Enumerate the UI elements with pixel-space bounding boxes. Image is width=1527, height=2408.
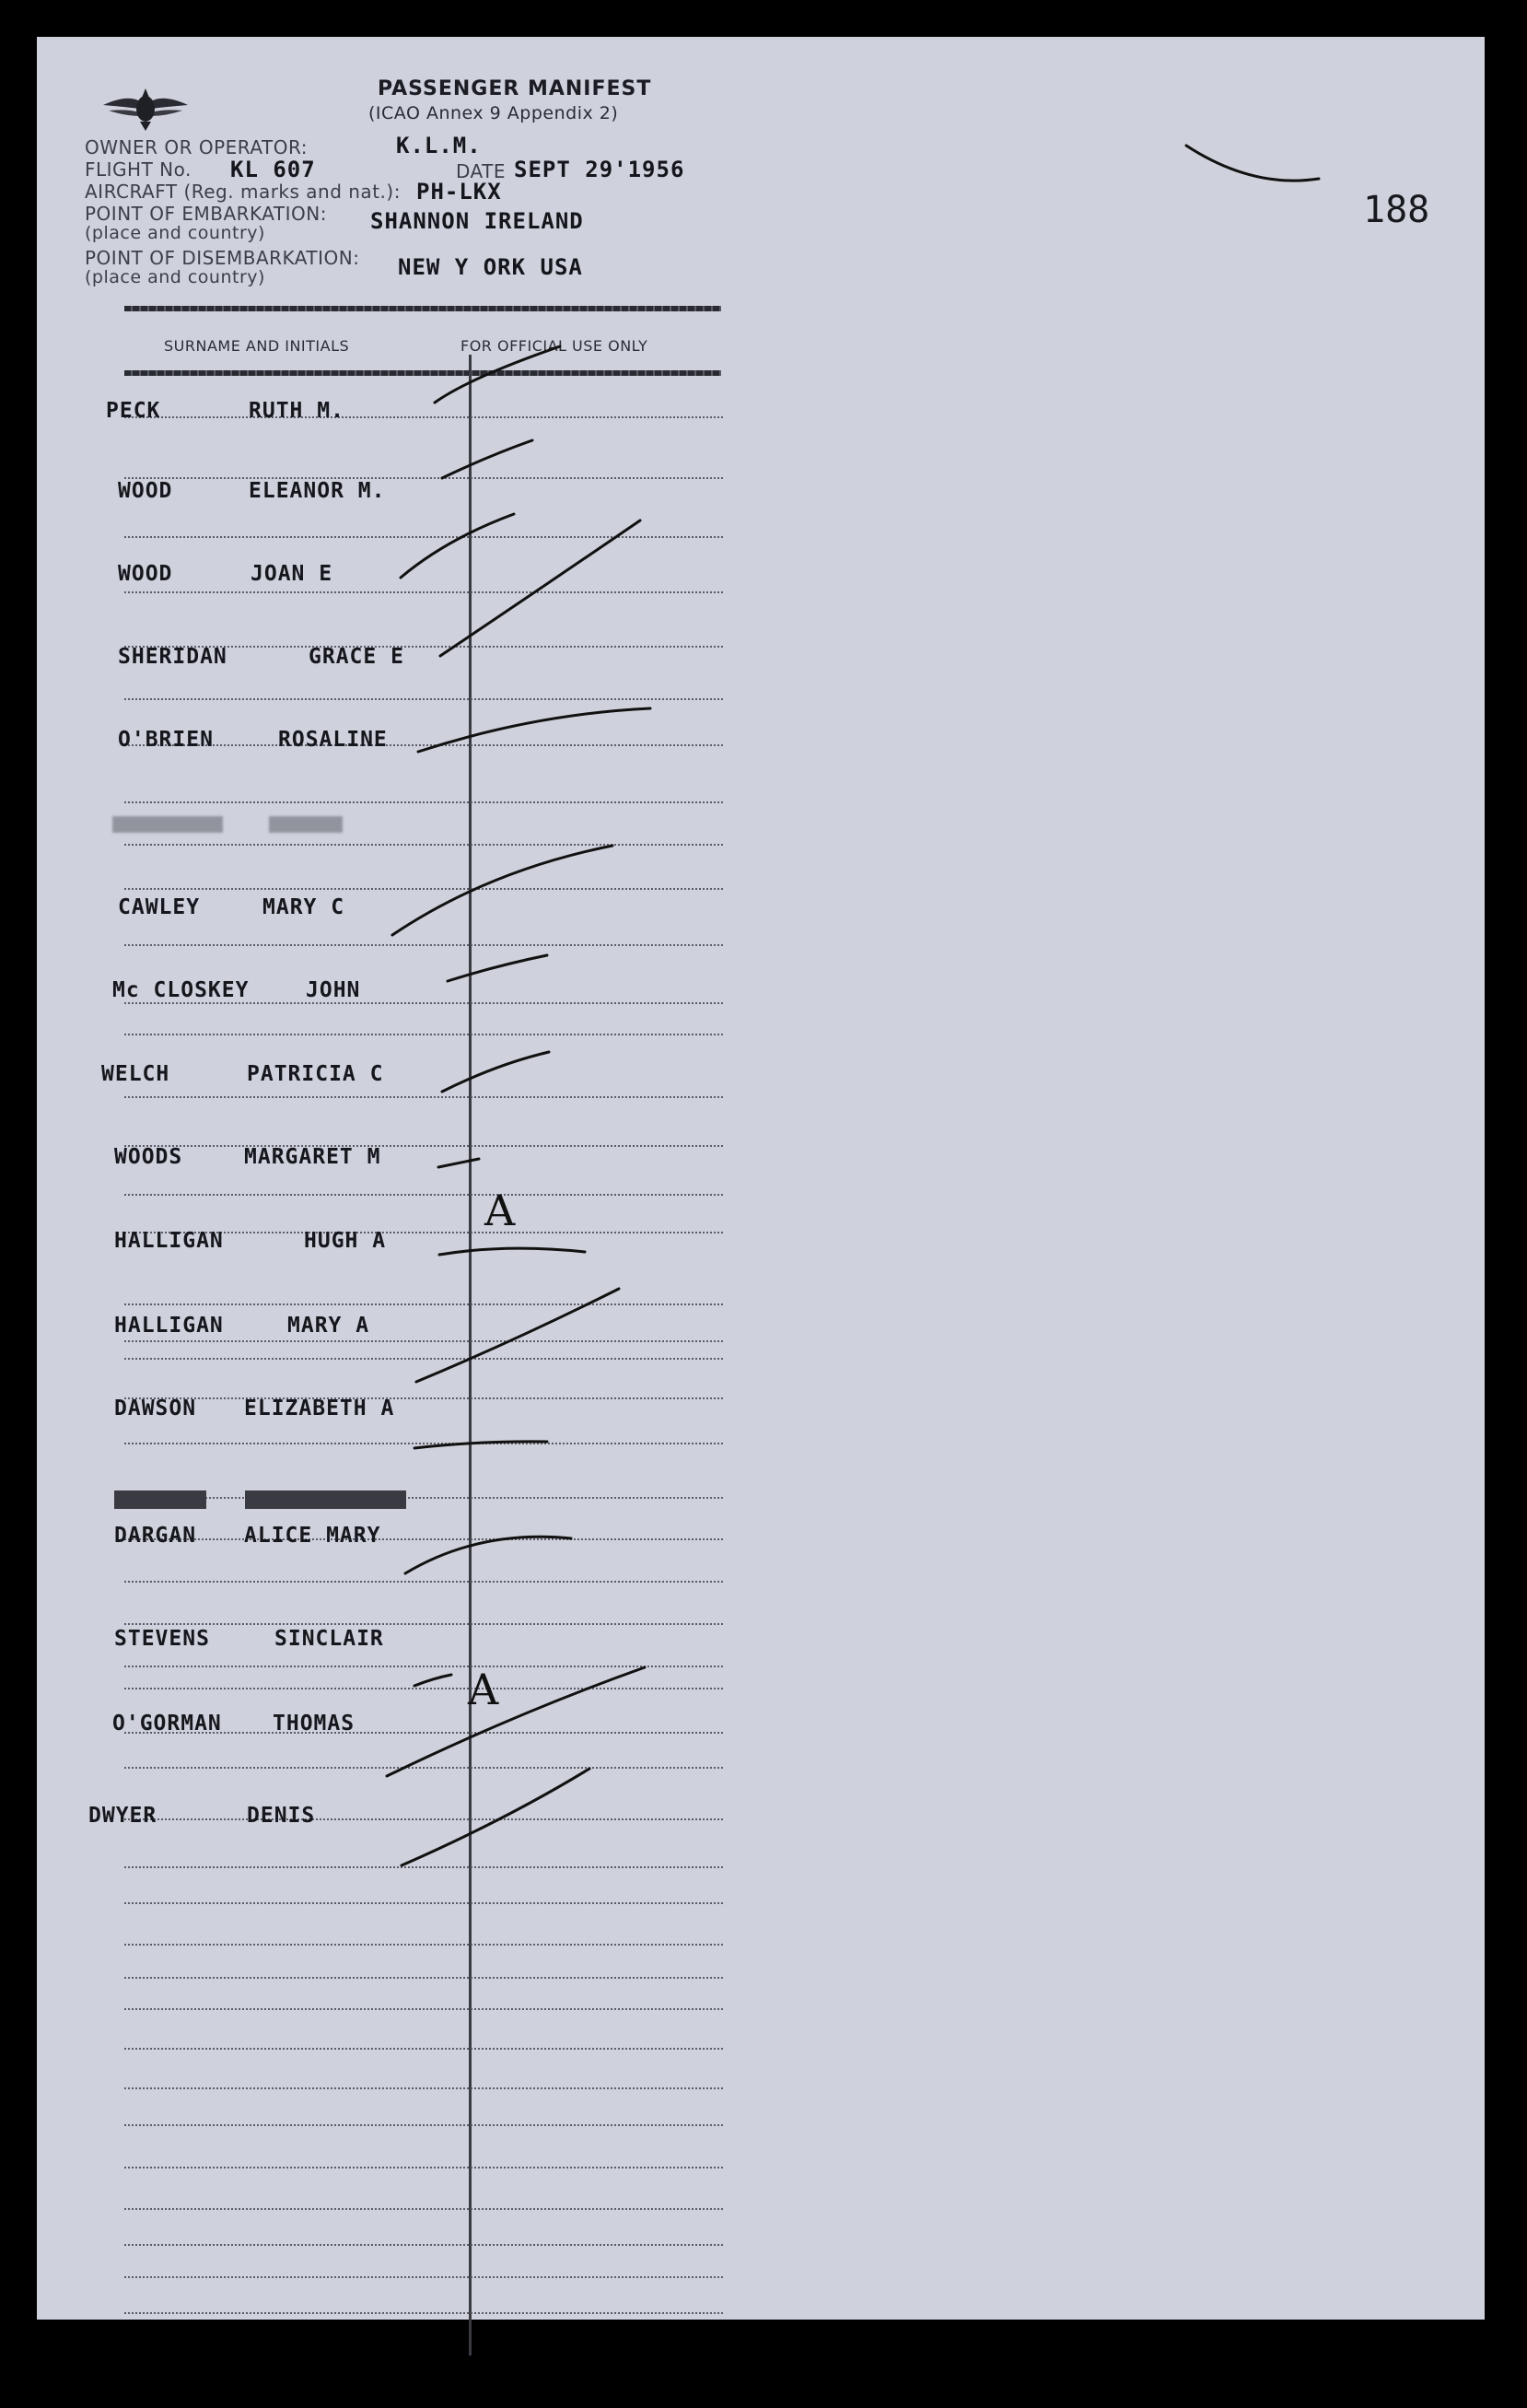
passenger-given-names: MARGARET M (244, 1145, 381, 1169)
owner-value: K.L.M. (396, 133, 482, 158)
passenger-surname: WOOD (118, 562, 173, 586)
check-mark (438, 1159, 479, 1167)
passenger-surname: O'GORMAN (112, 1712, 222, 1736)
passenger-surname: WOOD (118, 479, 173, 503)
flight-label: FLIGHT No. (85, 158, 192, 181)
passenger-given-names: ELIZABETH A (244, 1397, 395, 1420)
date-value: SEPT 29'1956 (514, 157, 685, 182)
passenger-given-names: THOMAS (273, 1712, 356, 1736)
check-mark (442, 440, 532, 478)
embarkation-label: POINT OF EMBARKATION: (85, 203, 327, 225)
passenger-given-names: ELEANOR M. (249, 479, 386, 503)
passenger-given-names: JOHN (306, 978, 361, 1002)
embarkation-sub: (place and country) (85, 223, 265, 243)
manifest-title: PASSENGER MANIFEST (378, 77, 652, 100)
check-mark (414, 1442, 547, 1448)
passenger-given-names: ROSALINE (278, 728, 388, 752)
column-head-names: SURNAME AND INITIALS (164, 337, 350, 355)
manifest-subtitle: (ICAO Annex 9 Appendix 2) (368, 103, 619, 123)
annotation-mark: A (468, 1665, 499, 1714)
passenger-given-names: PATRICIA C (247, 1062, 384, 1086)
flight-value: KL 607 (230, 157, 316, 182)
passenger-surname: HALLIGAN (114, 1314, 224, 1338)
aircraft-label: AIRCRAFT (Reg. marks and nat.): (85, 181, 401, 203)
passenger-surname: DWYER (88, 1804, 157, 1828)
passenger-surname: STEVENS (114, 1627, 210, 1651)
check-mark (448, 955, 547, 981)
passenger-surname: CAWLEY (118, 895, 201, 919)
passenger-surname: HALLIGAN (114, 1229, 224, 1253)
check-mark (401, 514, 514, 578)
passenger-given-names: DENIS (247, 1804, 316, 1828)
date-label: DATE (456, 160, 507, 182)
check-mark (416, 1289, 619, 1382)
passenger-surname: DAWSON (114, 1397, 197, 1420)
passenger-given-names: MARY A (287, 1314, 370, 1338)
check-mark (402, 1769, 589, 1865)
passenger-given-names: GRACE E (309, 645, 404, 669)
official-checkmarks (37, 37, 1485, 2320)
check-mark (439, 1248, 585, 1255)
check-mark (392, 846, 612, 935)
passenger-given-names: ALICE MARY (244, 1524, 381, 1548)
check-mark (387, 1667, 645, 1776)
column-head-official: FOR OFFICIAL USE ONLY (460, 337, 648, 355)
check-mark (1186, 146, 1319, 181)
passenger-surname: DARGAN (114, 1524, 197, 1548)
disembarkation-sub: (place and country) (85, 267, 265, 287)
owner-label: OWNER OR OPERATOR: (85, 136, 308, 158)
passenger-surname: SHERIDAN (118, 645, 227, 669)
passenger-surname: O'BRIEN (118, 728, 214, 752)
disembarkation-label: POINT OF DISEMBARKATION: (85, 247, 360, 269)
embarkation-value: SHANNON IRELAND (370, 208, 584, 234)
check-mark (435, 346, 560, 403)
check-mark (414, 1675, 451, 1686)
aircraft-value: PH-LKX (416, 179, 502, 205)
passenger-surname: PECK (106, 399, 161, 423)
check-mark (405, 1537, 571, 1573)
passenger-given-names: SINCLAIR (274, 1627, 384, 1651)
passenger-given-names: RUTH M. (249, 399, 344, 423)
check-mark (442, 1052, 549, 1092)
check-mark (418, 708, 650, 752)
passenger-surname: WOODS (114, 1145, 183, 1169)
disembarkation-value: NEW Y ORK USA (398, 254, 583, 280)
passenger-given-names: JOAN E (251, 562, 333, 586)
passenger-surname: WELCH (101, 1062, 170, 1086)
annotation-mark: A (484, 1186, 516, 1235)
manifest-sheet (37, 37, 1485, 2320)
page-number: 188 (1363, 189, 1430, 231)
passenger-surname: Mc CLOSKEY (112, 978, 250, 1002)
passenger-given-names: HUGH A (304, 1229, 387, 1253)
passenger-given-names: MARY C (262, 895, 345, 919)
check-mark (440, 520, 640, 656)
